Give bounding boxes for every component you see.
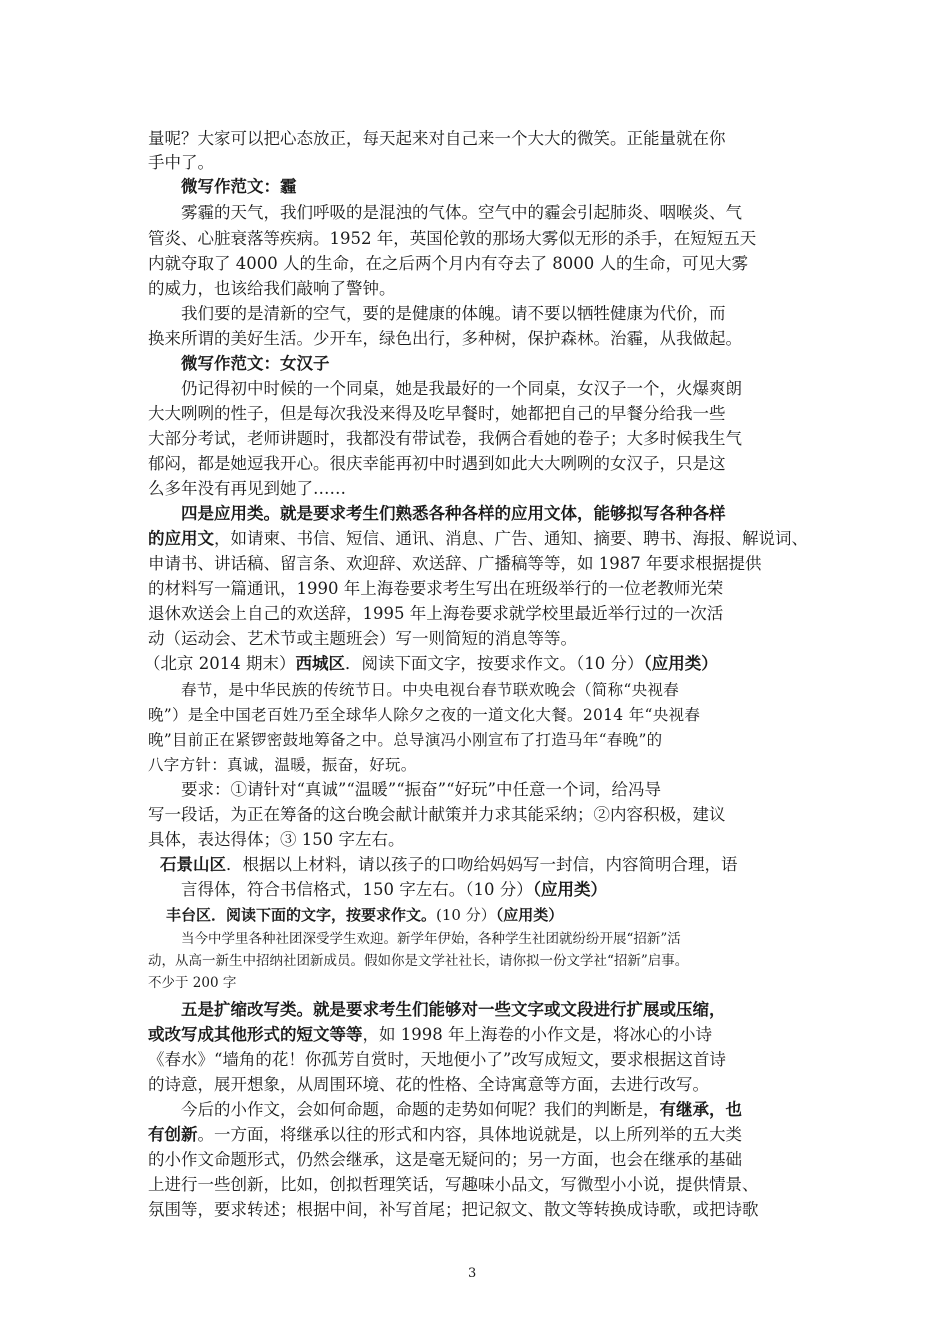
text-line — [160, 854, 738, 876]
text-line: 手中了。 — [148, 153, 214, 172]
text-line: 的威力，也该给我们敲响了警钟。 — [148, 279, 396, 298]
inline-text: (10 分） — [436, 906, 496, 924]
text-line: 具体，表达得体；③ 150 字左右。 — [148, 830, 405, 849]
text-line: 晚”目前正在紧锣密鼓地筹备之中。总导演冯小刚宣布了打造马年“春晚”的 — [148, 731, 663, 749]
section-heading: 微写作范文：女汉子 — [181, 354, 330, 373]
text-line: 大大咧咧的性子，但是每次我没来得及吃早餐时，她都把自己的早餐分给我一些 — [148, 404, 726, 423]
text-line: 仍记得初中时候的一个同桌，她是我最好的一个同桌，女汉子一个，火爆爽朗 — [181, 379, 742, 398]
text-line: 要求：①请针对“真诚”“温暖”“振奋”“好玩”中任意一个词，给冯导 — [181, 780, 661, 799]
text-line: 动（运动会、艺术节或主题班会）写一则简短的消息等等。 — [148, 629, 577, 648]
page-number: 3 — [468, 1266, 477, 1281]
text-line: 退休欢送会上自己的欢送辞，1995 年上海卷要求就学校里最近举行过的一次活 — [148, 604, 724, 623]
bold-text: 有继承，也 — [659, 1100, 742, 1119]
text-line — [144, 653, 718, 675]
section-heading: 微写作范文：霾 — [181, 177, 297, 196]
inline-text: ．根据以上材料，请以孩子的口吻给妈妈写一封信，内容简明合理，语 — [226, 855, 738, 874]
text-line: 量呢？大家可以把心态放正，每天起来对自己来一个大大的微笑。正能量就在你 — [148, 129, 726, 148]
inline-text: ，如 1998 年上海卷的小作文是，将冰心的小诗 — [362, 1025, 712, 1044]
text-line — [181, 879, 607, 901]
text-line — [181, 1099, 742, 1121]
text-line: 春节，是中华民族的传统节日。中央电视台春节联欢晚会（简称“央视春 — [181, 681, 680, 699]
bold-text: 或改写成其他形式的短文等等 — [148, 1025, 363, 1044]
text-line: 八字方针：真诚，温暖，振奋，好玩。 — [148, 756, 417, 774]
text-line: 动，从高一新生中招纳社团新成员。假如你是文学社社长，请你拟一份文学社“招新”启事。 — [148, 953, 689, 969]
text-line: 申请书、讲话稿、留言条、欢迎辞、欢送辞、广播稿等等，如 1987 年要求根据提供 — [148, 554, 762, 573]
text-line: 雾霾的天气，我们呼吸的是混浊的气体。空气中的霾会引起肺炎、咽喉炎、气 — [181, 203, 742, 222]
text-line: 氛围等，要求转述；根据中间，补写首尾；把记叙文、散文等转换成诗歌，或把诗歌 — [148, 1200, 759, 1219]
text-line: 大部分考试，老师讲题时，我都没有带试卷，我俩合看她的卷子；大多时候我生气 — [148, 429, 742, 448]
text-line: 么多年没有再见到她了…… — [148, 479, 346, 498]
text-line: 不少于 200 字 — [148, 975, 237, 991]
text-line: 当今中学里各种社团深受学生欢迎。新学年伊始，各种学生社团就纷纷开展“招新”活 — [181, 931, 681, 947]
text-line: 的诗意，展开想象，从周围环境、花的性格、全诗寓意等方面，去进行改写。 — [148, 1075, 709, 1094]
inline-text: 。一方面，将继承以往的形式和内容，具体地说就是，以上所列举的五大类 — [197, 1125, 742, 1144]
text-line: 的材料写一篇通讯，1990 年上海卷要求考生写出在班级举行的一位老教师光荣 — [148, 579, 724, 598]
text-line: 换来所谓的美好生活。少开车，绿色出行，多种树，保护森林。治霾，从我做起。 — [148, 329, 742, 348]
text-line: 郁闷，都是她逗我开心。很庆幸能再初中时遇到如此大大咧咧的女汉子，只是这 — [148, 454, 726, 473]
inline-text: 言得体，符合书信格式，150 字左右。（10 分） — [181, 880, 533, 899]
section-heading: 五是扩缩改写类。就是要求考生们能够对一些文字或文段进行扩展或压缩， — [181, 1000, 726, 1019]
inline-text: ，如请柬、书信、短信、通讯、消息、广告、通知、摘要、聘书、海报、解说词、 — [214, 529, 808, 548]
bold-text: 西城区 — [295, 654, 345, 673]
text-line: 管炎、心脏衰落等疾病。1952 年，英国伦敦的那场大雾似无形的杀手，在短短五天 — [148, 229, 757, 248]
text-line: 晚”）是全中国老百姓乃至全球华人除夕之夜的一道文化大餐。2014 年“央视春 — [148, 706, 701, 724]
text-line: 写一段话，为正在筹备的这台晚会献计献策并力求其能采纳；②内容积极，建议 — [148, 805, 726, 824]
text-line — [166, 904, 563, 926]
section-heading: 四是应用类。就是要求考生们熟悉各种各样的应用文体，能够拟写各种各样 — [181, 504, 726, 523]
inline-text: ．阅读下面文字，按要求作文。（10 分） — [344, 654, 644, 673]
bold-text: （应用类） — [495, 906, 564, 924]
inline-text: 今后的小作文，会如何命题，命题的走势如何呢？我们的判断是， — [181, 1100, 660, 1119]
bold-text: 的应用文 — [148, 529, 214, 548]
text-line: 《春水》“墙角的花！你孤芳自赏时，天地便小了”改写成短文，要求根据这首诗 — [148, 1050, 726, 1069]
text-line: 内就夺取了 4000 人的生命，在之后两个月内有夺去了 8000 人的生命，可见大雾 — [148, 254, 748, 273]
bold-text: （应用类） — [643, 654, 718, 673]
bold-text: 丰台区．阅读下面的文字，按要求作文。 — [166, 906, 437, 924]
bold-text: （应用类） — [532, 880, 607, 899]
text-line: 的小作文命题形式，仍然会继承，这是毫无疑问的；另一方面，也会在继承的基础 — [148, 1150, 742, 1169]
bold-text: 石景山区 — [160, 855, 226, 874]
text-line: 我们要的是清新的空气，要的是健康的体魄。请不要以牺牲健康为代价，而 — [181, 304, 726, 323]
bold-text: 有创新 — [148, 1125, 198, 1144]
text-line: 上进行一些创新，比如，创拟哲理笑话，写趣味小品文，写微型小小说，提供情景、 — [148, 1175, 759, 1194]
text-line — [148, 1024, 712, 1046]
text-line — [148, 528, 808, 550]
inline-text: （北京 2014 期末） — [144, 654, 296, 673]
text-line — [148, 1124, 742, 1146]
